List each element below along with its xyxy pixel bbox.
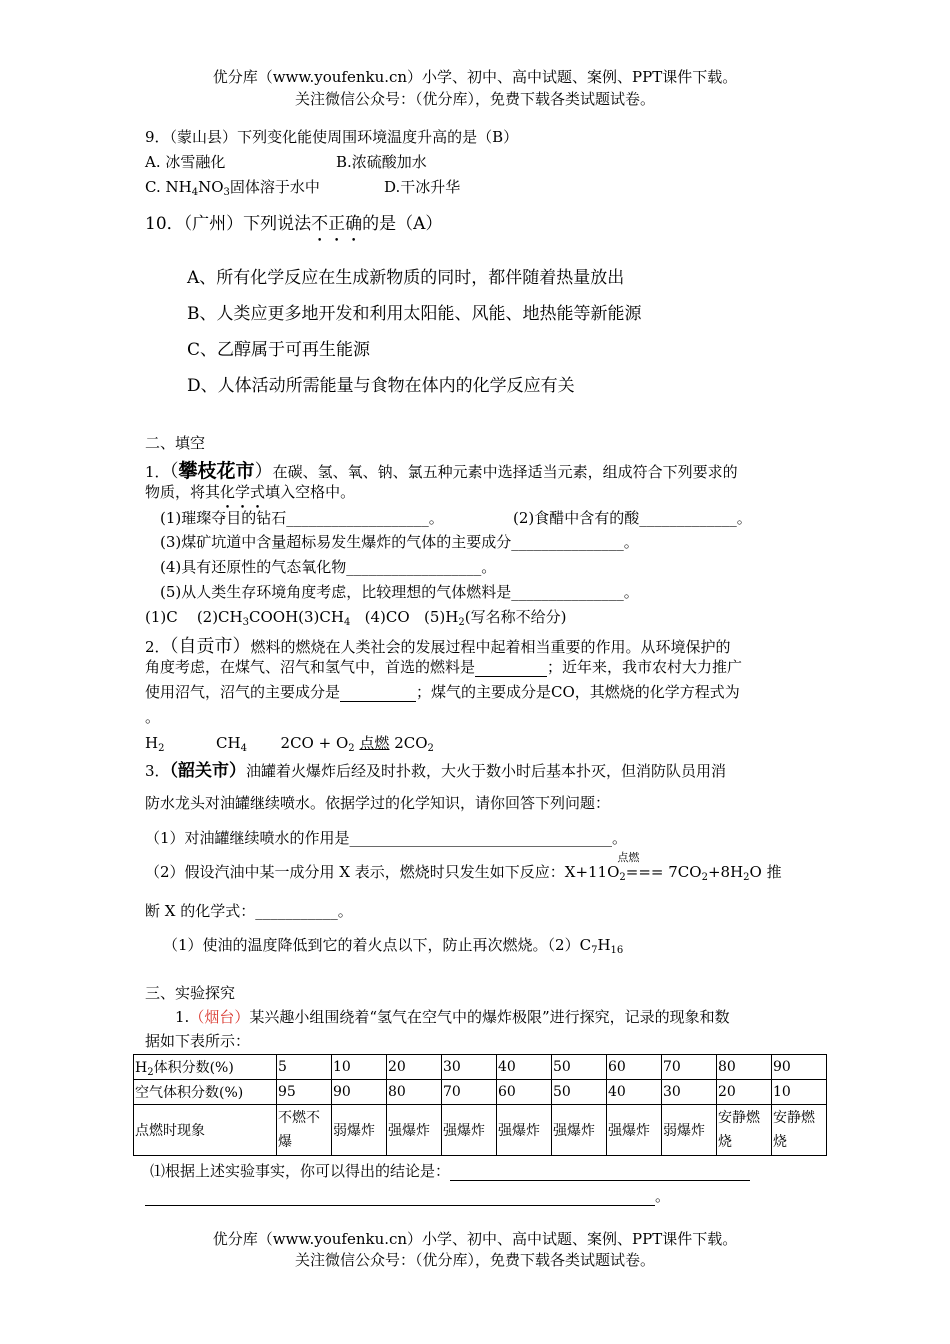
table-cell: 70 [662,1055,717,1080]
explosion-limit-table [133,1054,827,1156]
table-cell: 强爆炸 [442,1105,497,1156]
s3-q1-line-2: 据如下表所示： [145,1032,251,1050]
table-row-label: 空气体积分数(%) [134,1080,277,1105]
section-3-title: 三、实验探究 [145,984,236,1002]
q10-option-b: B、人类应更多地开发和利用太阳能、风能、地热能等新能源 [187,304,642,324]
table-cell: 安静燃烧 [772,1105,827,1156]
s2-q3-sub-2: （2）假设汽油中某一成分用 X 表示，燃烧时只发生如下反应：$X+11O_2$ 点燃 === $7CO_2+8H_2O$ 推 [145,851,782,883]
table-cell: 50 [552,1080,607,1105]
section-2-title: 二、填空 [145,434,206,452]
s2-q3-line-1: 3．（韶关市）油罐着火爆炸后经及时扑救，大火于数小时后基本扑灭，但消防队员用消 [145,761,727,781]
s2-q2-line-3: 使用沼气，沼气的主要成分是 ；煤气的主要成分是CO，其燃烧的化学方程式为 [145,683,740,701]
header-line-1: 优分库（www.youfenku.cn）小学、初中、高中试题、案例、PPT课件下载。 [212,68,738,86]
footer-line-2: 关注微信公众号：（优分库），免费下载各类试题试卷。 [294,1251,655,1269]
table-cell: 70 [442,1080,497,1105]
table-cell: 40 [607,1080,662,1105]
s3-q1-conclusion-line-2: 。 [145,1185,670,1206]
q10-option-a: A、所有化学反应在生成新物质的同时，都伴随着热量放出 [187,268,625,288]
table-cell: 弱爆炸 [332,1105,387,1156]
s2-q2-line-4: 。 [145,708,161,726]
s2-q1-item-5: (5)从人类生存环境角度考虑，比较理想的气体燃料是_______________。 [160,583,639,601]
table-cell: 10 [332,1055,387,1080]
s2-q3-line-2: 防水龙头对油罐继续喷水。依据学过的化学知识，请你回答下列问题： [145,794,611,812]
s2-q1-item-1: (1)璀璨夺目的钻石___________________。 [160,509,444,527]
s2-q3-sub-1: （1）对油罐继续喷水的作用是___________________________________。 [145,829,628,847]
table-cell: 弱爆炸 [662,1105,717,1156]
table-cell: 20 [717,1080,772,1105]
s2-q2-line-1: 2．（自贡市）燃料的燃烧在人类社会的发展过程中起着相当重要的作用。从环境保护的 [145,636,731,657]
q10-option-c: C、乙醇属于可再生能源 [187,340,371,360]
table-cell: 强爆炸 [552,1105,607,1156]
table-cell: 60 [497,1080,552,1105]
q9-stem: 9．（蒙山县）下列变化能使周围环境温度升高的是（B） [145,128,519,146]
table-cell: 30 [442,1055,497,1080]
s3-q1-conclusion: ⑴根据上述实验事实，你可以得出的结论是： [150,1160,750,1181]
table-row-label: 点燃时现象 [134,1105,277,1156]
s2-q3-answer: （1）使油的温度降低到它的着火点以下，防止再次燃烧。$(2)C_7H_{16}$ [163,936,624,956]
header-line-2: 关注微信公众号：（优分库），免费下载各类试题试卷。 [294,90,655,108]
s2-q1-line-2: 物质，将其化学式填入空格中。 [145,483,356,501]
table-cell: 安静燃烧 [717,1105,772,1156]
q9-option-b: B.浓硫酸加水 [336,153,427,171]
table-cell: 95 [277,1080,332,1105]
s3-q1-line-1: 1.（烟台）某兴趣小组围绕着“氢气在空气中的爆炸极限”进行探究，记录的现象和数 [175,1008,730,1026]
s2-q2-answer: $H_2$ $CH_4$ $2CO + O_2$ 点燃 $2CO_2$ [145,734,434,754]
s2-q1-line-1: 1．（攀枝花市）在碳、氢、氧、钠、氯五种元素中选择适当元素，组成符合下列要求的 [145,460,738,482]
table-cell: 50 [552,1055,607,1080]
footer-line-1: 优分库（www.youfenku.cn）小学、初中、高中试题、案例、PPT课件下载。 [212,1230,738,1248]
s2-q1-answer: (1)C $(2)CH_3COOH(3)CH_4$ (4)CO $(5)H_2$(写名称不给分) [145,608,567,628]
table-cell: 不燃不爆 [277,1105,332,1156]
q10-stem: 10．（广州）下列说法不正确的是（A） [145,214,443,234]
table-cell: 10 [772,1080,827,1105]
table-row-label: $H_2$体积分数(%) [134,1055,277,1080]
table-cell: 40 [497,1055,552,1080]
table-cell: 60 [607,1055,662,1080]
q9-option-c: C. $NH_4NO_3$固体溶于水中 [145,178,320,198]
table-cell: 强爆炸 [497,1105,552,1156]
q10-option-d: D、人体活动所需能量与食物在体内的化学反应有关 [187,376,575,396]
s2-q1-item-4: (4)具有还原性的气态氧化物__________________。 [160,558,497,576]
q9-option-d: D.干冰升华 [384,178,461,196]
table-cell: 强爆炸 [387,1105,442,1156]
table-cell: 80 [387,1080,442,1105]
table-cell: 90 [772,1055,827,1080]
table-cell: 20 [387,1055,442,1080]
table-cell: 30 [662,1080,717,1105]
table-cell: 5 [277,1055,332,1080]
table-cell: 90 [332,1080,387,1105]
s2-q1-item-2: (2)食醋中含有的酸_____________。 [513,509,752,527]
s2-q1-item-3: (3)煤矿坑道中含量超标易发生爆炸的气体的主要成分_______________。 [160,533,639,551]
table-cell: 强爆炸 [607,1105,662,1156]
table-cell: 80 [717,1055,772,1080]
q9-option-a: A. 冰雪融化 [145,153,226,171]
s2-q2-line-2: 角度考虑，在煤气、沼气和氢气中，首选的燃料是 ；近年来，我市农村大力推广 [145,658,743,676]
s2-q3-sub-3: 断 X 的化学式：___________。 [145,902,353,920]
